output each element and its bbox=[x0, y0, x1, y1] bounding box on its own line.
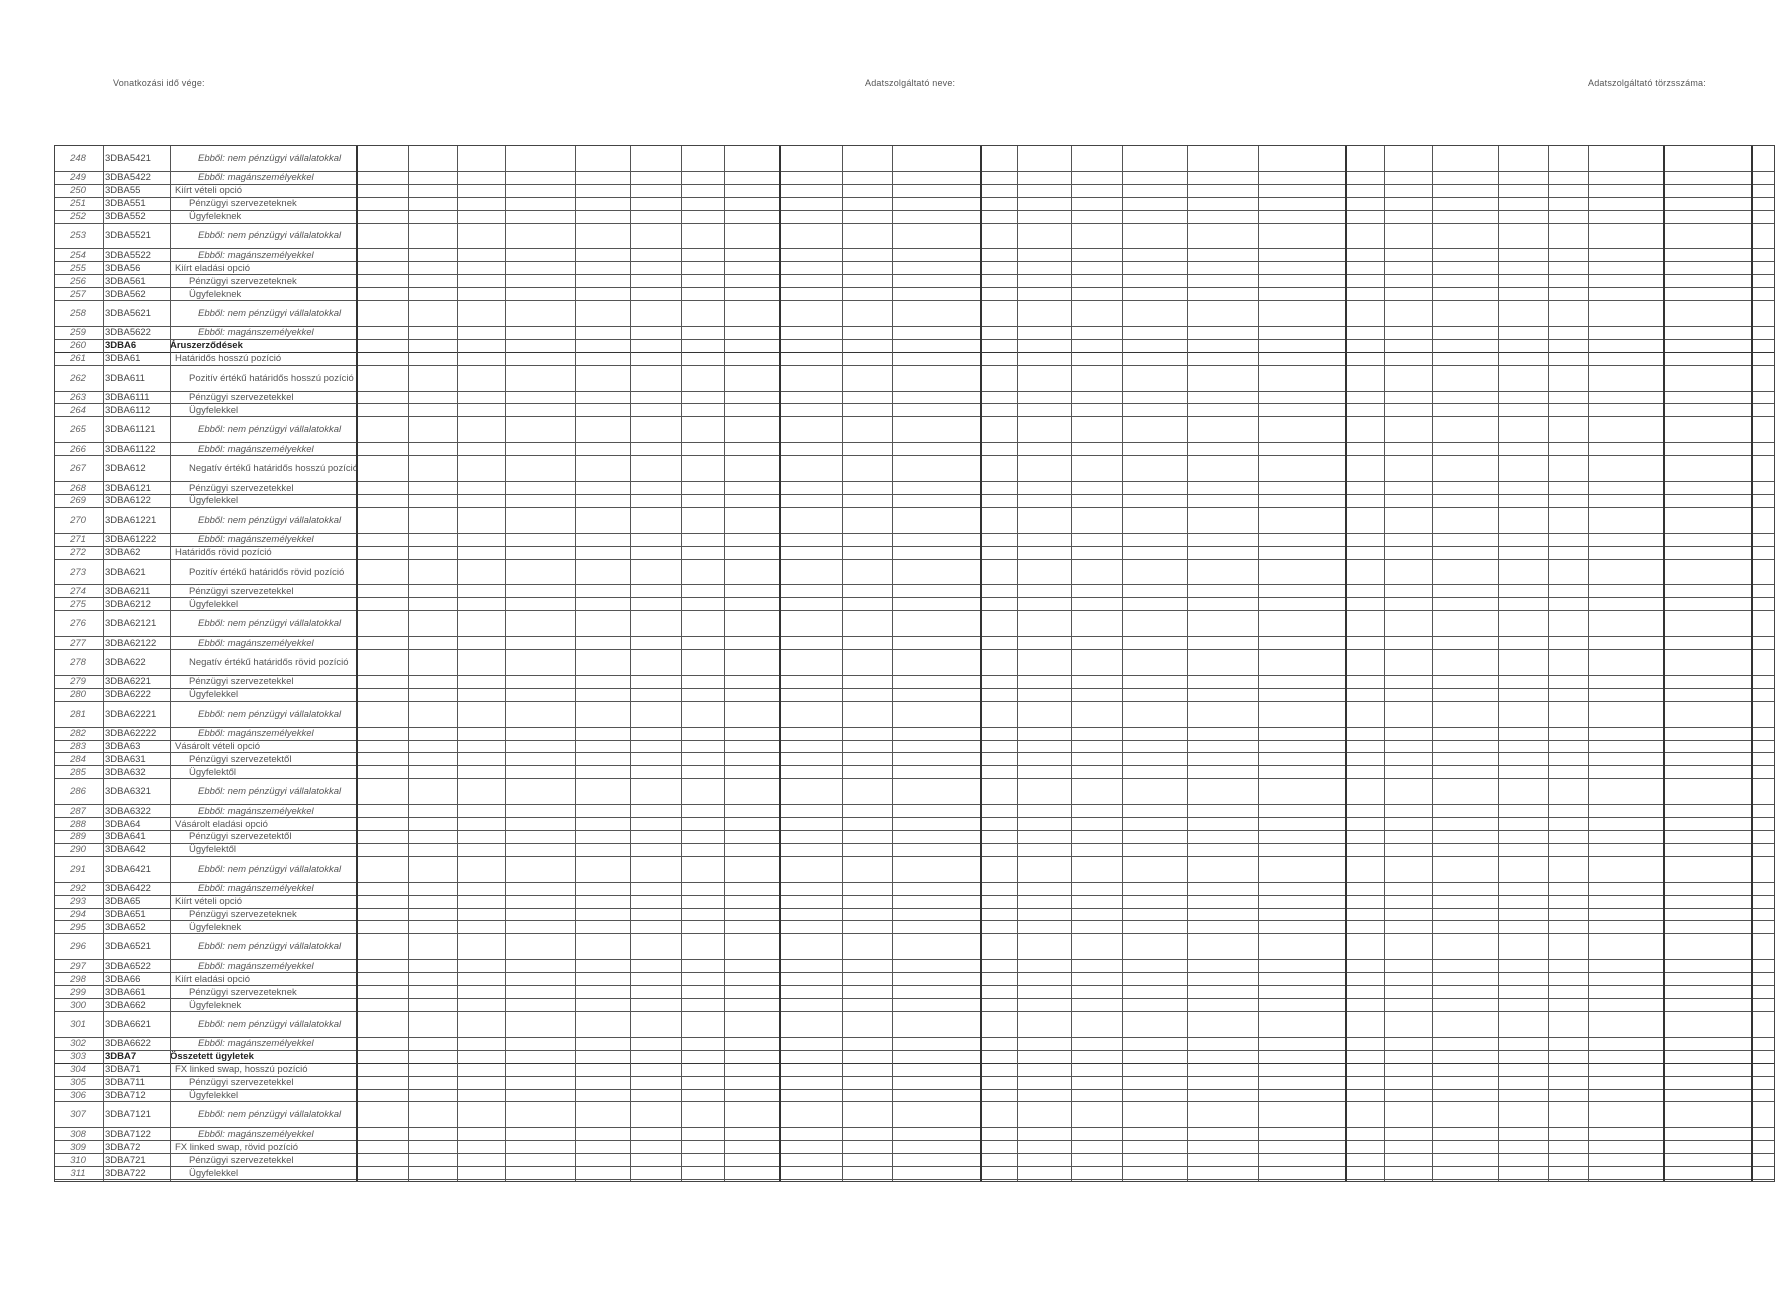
row-number: 296 bbox=[70, 941, 86, 953]
row-number: 311 bbox=[70, 1167, 86, 1179]
table-row bbox=[55, 198, 1774, 211]
row-code: 3DBA661 bbox=[105, 986, 146, 998]
row-number: 290 bbox=[70, 844, 86, 856]
row-number: 253 bbox=[70, 230, 86, 242]
row-number: 266 bbox=[70, 443, 86, 455]
row-code: 3DBA712 bbox=[105, 1089, 146, 1101]
table-row bbox=[55, 585, 1774, 598]
column-divider bbox=[892, 146, 893, 1181]
row-code: 3DBA561 bbox=[105, 275, 146, 287]
row-description: Ebből: nem pénzügyi vállalatokkal bbox=[198, 514, 342, 526]
row-description: Kiírt eladási opció bbox=[175, 262, 250, 274]
table-row bbox=[55, 934, 1774, 960]
row-number: 259 bbox=[70, 327, 86, 339]
row-code: 3DBA6621 bbox=[105, 1018, 151, 1030]
row-description: Ebből: magánszemélyekkel bbox=[198, 637, 314, 649]
table-row bbox=[55, 611, 1774, 637]
column-divider bbox=[1432, 146, 1433, 1181]
row-code: 3DBA652 bbox=[105, 921, 146, 933]
row-number: 298 bbox=[70, 973, 86, 985]
row-number: 268 bbox=[70, 482, 86, 494]
row-description: Pénzügyi szervezetekkel bbox=[189, 676, 294, 688]
row-code: 3DBA61122 bbox=[105, 443, 156, 455]
table-row bbox=[55, 275, 1774, 288]
row-description: Pénzügyi szervezetekkel bbox=[189, 1077, 294, 1089]
table-row bbox=[55, 172, 1774, 185]
row-code: 3DBA62222 bbox=[105, 728, 157, 740]
row-number: 288 bbox=[70, 818, 86, 830]
table-row bbox=[55, 676, 1774, 689]
column-divider bbox=[1751, 146, 1753, 1181]
row-code: 3DBA6322 bbox=[105, 805, 151, 817]
row-code: 3DBA61 bbox=[105, 353, 141, 365]
row-number: 265 bbox=[70, 424, 86, 436]
row-number: 250 bbox=[70, 185, 86, 197]
table-row bbox=[55, 327, 1774, 340]
table-row bbox=[55, 960, 1774, 973]
table-row bbox=[55, 650, 1774, 676]
table-row bbox=[55, 818, 1774, 831]
row-description: Ügyfeleknek bbox=[189, 288, 242, 300]
table-row bbox=[55, 741, 1774, 754]
row-description: Pénzügyi szervezetekkel bbox=[189, 392, 294, 404]
row-description: Vásárolt eladási opció bbox=[175, 818, 268, 830]
row-code: 3DBA622 bbox=[105, 656, 146, 668]
row-code: 3DBA662 bbox=[105, 999, 146, 1011]
row-description: Ebből: magánszemélyekkel bbox=[198, 534, 314, 546]
table-row bbox=[55, 1038, 1774, 1051]
row-number: 309 bbox=[70, 1141, 86, 1153]
row-number: 273 bbox=[70, 566, 86, 578]
row-code: 3DBA66 bbox=[105, 973, 141, 985]
row-number: 300 bbox=[70, 999, 86, 1011]
row-number: 281 bbox=[70, 708, 86, 720]
row-number: 260 bbox=[70, 340, 86, 352]
row-code: 3DBA651 bbox=[105, 909, 146, 921]
row-code: 3DBA642 bbox=[105, 844, 146, 856]
row-number: 294 bbox=[70, 909, 86, 921]
row-code: 3DBA562 bbox=[105, 288, 146, 300]
row-description: Pénzügyi szervezetekkel bbox=[189, 482, 294, 494]
row-description: Negatív értékű határidős rövid pozíció bbox=[189, 656, 349, 668]
row-code: 3DBA6522 bbox=[105, 960, 151, 972]
column-divider bbox=[681, 146, 682, 1181]
row-code: 3DBA5622 bbox=[105, 327, 151, 339]
row-number: 257 bbox=[70, 288, 86, 300]
row-description: Ügyfelektől bbox=[189, 844, 236, 856]
row-number: 285 bbox=[70, 766, 86, 778]
row-description: Ebből: nem pénzügyi vállalatokkal bbox=[198, 1018, 342, 1030]
row-description: Ügyfelekkel bbox=[189, 1167, 239, 1179]
row-code: 3DBA6221 bbox=[105, 676, 151, 688]
table-row bbox=[55, 766, 1774, 779]
column-divider bbox=[103, 146, 104, 1181]
row-description: Pénzügyi szervezeteknek bbox=[189, 909, 297, 921]
row-number: 277 bbox=[70, 637, 86, 649]
row-description: Határidős hosszú pozíció bbox=[175, 353, 282, 365]
row-code: 3DBA611 bbox=[105, 372, 145, 384]
reference-period-end-label: Vonatkozási idő vége: bbox=[113, 78, 205, 88]
row-number: 269 bbox=[70, 495, 86, 507]
column-divider bbox=[356, 146, 358, 1181]
row-code: 3DBA56 bbox=[105, 262, 141, 274]
table-row bbox=[55, 831, 1774, 844]
row-description: Ebből: nem pénzügyi vállalatokkal bbox=[198, 618, 342, 630]
row-code: 3DBA61221 bbox=[105, 514, 157, 526]
row-number: 262 bbox=[70, 372, 86, 384]
row-description: Ebből: magánszemélyekkel bbox=[198, 1038, 314, 1050]
column-divider bbox=[1498, 146, 1499, 1181]
row-code: 3DBA6 bbox=[105, 340, 137, 352]
column-divider bbox=[1017, 146, 1018, 1181]
row-number: 256 bbox=[70, 275, 86, 287]
row-number: 283 bbox=[70, 741, 86, 752]
table-row bbox=[55, 1051, 1774, 1064]
table-row bbox=[55, 844, 1774, 857]
table-row bbox=[55, 1090, 1774, 1103]
row-number: 276 bbox=[70, 618, 86, 630]
data-provider-name-label: Adatszolgáltató neve: bbox=[865, 78, 956, 88]
row-code: 3DBA62221 bbox=[105, 708, 157, 720]
row-number: 286 bbox=[70, 786, 86, 798]
row-description: Kiírt vételi opció bbox=[175, 896, 243, 908]
row-number: 263 bbox=[70, 392, 86, 404]
table-row bbox=[55, 598, 1774, 611]
row-code: 3DBA7122 bbox=[105, 1128, 151, 1140]
column-divider bbox=[408, 146, 409, 1181]
row-description: Ebből: nem pénzügyi vállalatokkal bbox=[198, 863, 342, 875]
table-row bbox=[55, 211, 1774, 224]
row-description: Kiírt eladási opció bbox=[175, 973, 250, 985]
table-row bbox=[55, 547, 1774, 560]
column-divider bbox=[170, 146, 171, 1181]
row-number: 261 bbox=[70, 353, 86, 365]
column-divider bbox=[842, 146, 843, 1181]
row-number: 252 bbox=[70, 211, 86, 223]
column-divider bbox=[1663, 146, 1665, 1181]
row-description: Pénzügyi szervezeteknek bbox=[189, 986, 297, 998]
row-description: Ebből: nem pénzügyi vállalatokkal bbox=[198, 786, 342, 798]
row-description: Pénzügyi szervezetekkel bbox=[189, 585, 294, 597]
table-row bbox=[55, 224, 1774, 250]
row-code: 3DBA7121 bbox=[105, 1109, 151, 1121]
row-code: 3DBA551 bbox=[105, 198, 146, 210]
table-row bbox=[55, 999, 1774, 1012]
row-number: 284 bbox=[70, 753, 86, 765]
table-row bbox=[55, 857, 1774, 883]
table-row bbox=[55, 560, 1774, 586]
row-description: Ügyfeleknek bbox=[189, 999, 242, 1011]
column-divider bbox=[1071, 146, 1072, 1181]
table-row bbox=[55, 1154, 1774, 1167]
row-code: 3DBA721 bbox=[105, 1154, 146, 1166]
row-number: 267 bbox=[70, 463, 86, 475]
row-code: 3DBA72 bbox=[105, 1141, 141, 1153]
row-code: 3DBA631 bbox=[105, 753, 146, 765]
row-number: 297 bbox=[70, 960, 86, 972]
row-code: 3DBA6112 bbox=[105, 404, 151, 416]
row-description: Ügyfelektől bbox=[189, 766, 236, 778]
row-code: 3DBA6121 bbox=[105, 482, 151, 494]
column-divider bbox=[980, 146, 982, 1181]
row-number: 274 bbox=[70, 585, 86, 597]
table-row bbox=[55, 909, 1774, 922]
table-row bbox=[55, 288, 1774, 301]
row-code: 3DBA62121 bbox=[105, 618, 157, 630]
row-code: 3DBA722 bbox=[105, 1167, 146, 1179]
row-description: Vásárolt vételi opció bbox=[175, 741, 261, 752]
row-description: Ebből: magánszemélyekkel bbox=[198, 960, 314, 972]
row-code: 3DBA62 bbox=[105, 547, 141, 559]
table-row bbox=[55, 508, 1774, 534]
table-row bbox=[55, 146, 1774, 172]
table-row bbox=[55, 922, 1774, 935]
row-code: 3DBA6422 bbox=[105, 883, 151, 895]
row-number: 291 bbox=[70, 863, 86, 875]
table-row bbox=[55, 1102, 1774, 1128]
row-description: Ebből: magánszemélyekkel bbox=[198, 728, 314, 740]
row-description: Pénzügyi szervezetektől bbox=[189, 831, 292, 843]
table-row bbox=[55, 456, 1774, 482]
column-divider bbox=[505, 146, 506, 1181]
column-divider bbox=[457, 146, 458, 1181]
row-number: 307 bbox=[70, 1109, 86, 1121]
row-code: 3DBA6421 bbox=[105, 863, 151, 875]
column-divider bbox=[1122, 146, 1123, 1181]
row-number: 310 bbox=[70, 1154, 86, 1166]
row-description: Ebből: nem pénzügyi vállalatokkal bbox=[198, 424, 342, 436]
column-divider bbox=[724, 146, 725, 1181]
row-number: 272 bbox=[70, 547, 86, 559]
row-number: 264 bbox=[70, 404, 86, 416]
row-description: Ebből: magánszemélyekkel bbox=[198, 805, 314, 817]
report-table bbox=[54, 145, 1775, 1182]
table-row bbox=[55, 392, 1774, 405]
row-number: 279 bbox=[70, 676, 86, 688]
table-row bbox=[55, 1064, 1774, 1077]
row-code: 3DBA6622 bbox=[105, 1038, 151, 1050]
column-divider bbox=[630, 146, 631, 1181]
row-description: Ügyfeleknek bbox=[189, 211, 242, 223]
table-row bbox=[55, 805, 1774, 818]
row-number: 254 bbox=[70, 249, 86, 261]
row-description: Pénzügyi szervezetekkel bbox=[189, 1154, 294, 1166]
row-number: 304 bbox=[70, 1064, 86, 1076]
row-code: 3DBA6111 bbox=[105, 392, 150, 404]
table-row bbox=[55, 495, 1774, 508]
row-description: Ügyfelekkel bbox=[189, 404, 239, 416]
row-code: 3DBA5621 bbox=[105, 308, 151, 320]
row-code: 3DBA55 bbox=[105, 185, 141, 197]
row-number: 249 bbox=[70, 172, 86, 184]
row-code: 3DBA711 bbox=[105, 1077, 145, 1089]
column-divider bbox=[779, 146, 781, 1181]
row-number: 305 bbox=[70, 1077, 86, 1089]
row-code: 3DBA63 bbox=[105, 741, 141, 752]
row-description: Pozitív értékű határidős rövid pozíció bbox=[189, 566, 345, 578]
table-row bbox=[55, 353, 1774, 366]
row-code: 3DBA6222 bbox=[105, 689, 151, 701]
column-divider bbox=[1258, 146, 1259, 1181]
row-description: Ügyfelekkel bbox=[189, 495, 239, 507]
row-code: 3DBA61121 bbox=[105, 424, 156, 436]
row-description: Ebből: nem pénzügyi vállalatokkal bbox=[198, 941, 342, 953]
row-number: 251 bbox=[70, 198, 86, 210]
row-code: 3DBA71 bbox=[105, 1064, 141, 1076]
row-code: 3DBA62122 bbox=[105, 637, 157, 649]
row-number: 308 bbox=[70, 1128, 86, 1140]
column-divider bbox=[1384, 146, 1385, 1181]
row-description: Ebből: magánszemélyekkel bbox=[198, 327, 314, 339]
row-code: 3DBA6521 bbox=[105, 941, 151, 953]
row-description: Ügyfeleknek bbox=[189, 921, 242, 933]
table-row bbox=[55, 753, 1774, 766]
table-row bbox=[55, 417, 1774, 443]
table-row bbox=[55, 637, 1774, 650]
row-code: 3DBA641 bbox=[105, 831, 146, 843]
row-code: 3DBA7 bbox=[105, 1051, 137, 1063]
row-code: 3DBA612 bbox=[105, 463, 146, 475]
row-description: Ebből: nem pénzügyi vállalatokkal bbox=[198, 308, 342, 320]
row-number: 306 bbox=[70, 1089, 86, 1101]
table-row bbox=[55, 1012, 1774, 1038]
table-row bbox=[55, 262, 1774, 275]
column-divider bbox=[1187, 146, 1188, 1181]
row-number: 293 bbox=[70, 896, 86, 908]
row-number: 287 bbox=[70, 805, 86, 817]
row-description: Ebből: nem pénzügyi vállalatokkal bbox=[198, 708, 342, 720]
row-number: 270 bbox=[70, 514, 86, 526]
row-description: Összetett ügyletek bbox=[170, 1051, 254, 1063]
table-row bbox=[55, 1141, 1774, 1154]
column-divider bbox=[575, 146, 576, 1181]
row-number: 275 bbox=[70, 598, 86, 610]
row-code: 3DBA5522 bbox=[105, 249, 151, 261]
row-description: Negatív értékű határidős hosszú pozíció bbox=[189, 463, 358, 475]
row-description: Ebből: magánszemélyekkel bbox=[198, 883, 314, 895]
table-row bbox=[55, 986, 1774, 999]
row-code: 3DBA632 bbox=[105, 766, 146, 778]
row-description: Ebből: nem pénzügyi vállalatokkal bbox=[198, 230, 342, 242]
row-code: 3DBA621 bbox=[105, 566, 146, 578]
table-row bbox=[55, 1167, 1774, 1180]
column-divider bbox=[1345, 146, 1347, 1181]
table-row bbox=[55, 443, 1774, 456]
row-description: Áruszerződések bbox=[170, 340, 243, 352]
row-description: Ebből: magánszemélyekkel bbox=[198, 443, 314, 455]
row-code: 3DBA6321 bbox=[105, 786, 151, 798]
table-row bbox=[55, 249, 1774, 262]
row-code: 3DBA5521 bbox=[105, 230, 151, 242]
row-number: 248 bbox=[70, 152, 86, 164]
row-description: Pénzügyi szervezeteknek bbox=[189, 198, 297, 210]
row-code: 3DBA6212 bbox=[105, 598, 151, 610]
row-number: 289 bbox=[70, 831, 86, 843]
table-row bbox=[55, 779, 1774, 805]
row-description: Határidős rövid pozíció bbox=[175, 547, 272, 559]
table-row bbox=[55, 896, 1774, 909]
row-description: Ebből: nem pénzügyi vállalatokkal bbox=[198, 152, 342, 164]
table-row bbox=[55, 482, 1774, 495]
row-number: 299 bbox=[70, 986, 86, 998]
row-number: 271 bbox=[70, 534, 86, 546]
row-number: 292 bbox=[70, 883, 86, 895]
table-row bbox=[55, 405, 1774, 418]
row-description: Kiírt vételi opció bbox=[175, 185, 243, 197]
row-code: 3DBA65 bbox=[105, 896, 141, 908]
data-provider-registration-label: Adatszolgáltató törzsszáma: bbox=[1588, 78, 1706, 88]
table-row bbox=[55, 883, 1774, 896]
row-description: Ebből: magánszemélyekkel bbox=[198, 172, 314, 184]
row-code: 3DBA6122 bbox=[105, 495, 151, 507]
column-divider bbox=[1588, 146, 1589, 1181]
row-description: Pozitív értékű határidős hosszú pozíció bbox=[189, 372, 354, 384]
row-number: 295 bbox=[70, 921, 86, 933]
table-row bbox=[55, 340, 1774, 353]
row-description: Ebből: magánszemélyekkel bbox=[198, 249, 314, 261]
row-description: Ebből: magánszemélyekkel bbox=[198, 1128, 314, 1140]
table-row bbox=[55, 689, 1774, 702]
row-number: 282 bbox=[70, 728, 86, 740]
row-number: 258 bbox=[70, 308, 86, 320]
table-row bbox=[55, 534, 1774, 547]
table-row bbox=[55, 973, 1774, 986]
row-number: 302 bbox=[70, 1038, 86, 1050]
column-divider bbox=[1548, 146, 1549, 1181]
row-description: FX linked swap, hosszú pozíció bbox=[175, 1064, 308, 1076]
table-row bbox=[55, 702, 1774, 728]
table-row bbox=[55, 185, 1774, 198]
row-number: 301 bbox=[70, 1018, 86, 1030]
row-code: 3DBA64 bbox=[105, 818, 141, 830]
row-number: 278 bbox=[70, 656, 86, 668]
table-row bbox=[55, 728, 1774, 741]
row-description: Ebből: nem pénzügyi vállalatokkal bbox=[198, 1109, 342, 1121]
row-description: Ügyfelekkel bbox=[189, 689, 239, 701]
row-code: 3DBA5421 bbox=[105, 152, 151, 164]
table-row bbox=[55, 366, 1774, 392]
row-description: Ügyfelekkel bbox=[189, 1089, 239, 1101]
row-code: 3DBA552 bbox=[105, 211, 146, 223]
row-code: 3DBA6211 bbox=[105, 585, 151, 597]
table-row bbox=[55, 301, 1774, 327]
row-description: Ügyfelekkel bbox=[189, 598, 239, 610]
row-description: Pénzügyi szervezeteknek bbox=[189, 275, 297, 287]
row-code: 3DBA5422 bbox=[105, 172, 151, 184]
row-code: 3DBA61222 bbox=[105, 534, 157, 546]
table-row bbox=[55, 1128, 1774, 1141]
row-description: Pénzügyi szervezetektől bbox=[189, 753, 292, 765]
row-number: 303 bbox=[70, 1051, 86, 1063]
row-number: 255 bbox=[70, 262, 86, 274]
row-number: 280 bbox=[70, 689, 86, 701]
table-row bbox=[55, 1077, 1774, 1090]
row-description: FX linked swap, rövid pozíció bbox=[175, 1141, 299, 1153]
